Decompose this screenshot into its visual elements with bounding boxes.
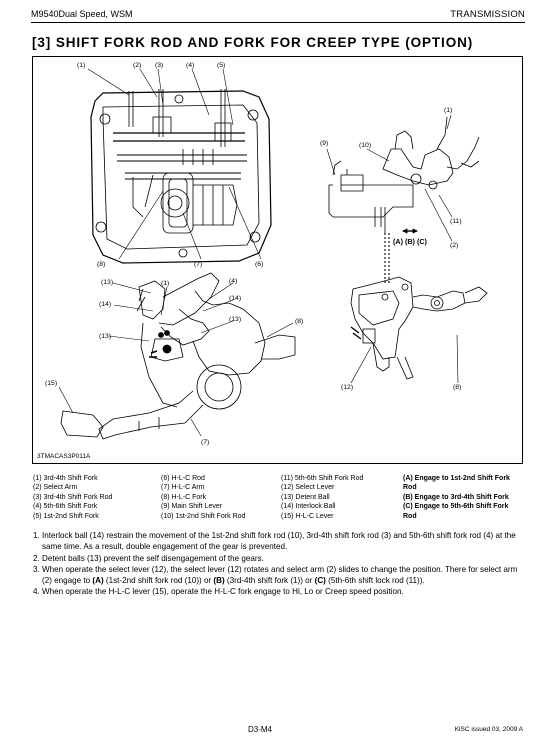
gearbox-housing-drawing [91,89,271,263]
legend-item: (11) 5th-6th Shift Fork Rod [281,475,364,482]
legend-item: (7) H-L-C Arm [161,484,205,492]
engage-positions-label: (A) (B) (C) [393,237,427,246]
callout-1-right: (1) [444,107,453,114]
callout-13-right: (13) [229,316,242,323]
legend-item: (C) Engage to 5th-6th Shift Fork Rod [403,503,509,520]
note-number: 2. [33,553,40,563]
legend-item: (15) H-L-C Lever [281,512,334,520]
callout-15: (15) [45,380,58,387]
note-text: Detent balls (13) prevent the self disengagement of the gears. [42,553,264,563]
callout-12: (12) [341,384,354,391]
callout-14-left: (14) [99,301,112,308]
callout-7-lower: (7) [201,439,210,446]
manual-name: M9540Dual Speed, WSM [31,9,133,19]
note-number: 4. [33,587,40,597]
callout-1-left: (1) [77,62,86,69]
note-text: Interlock ball (14) restrain the movement of the 1st-2nd shift fork rod (10), 3rd-4th shift fork rod (3) and 5th-6th shift fork rod (4) at the same time. As a result, double engagement of the gear is prevented. [42,531,516,552]
legend-item: (6) H-L-C Rod [161,475,205,482]
callout-7-upper: (7) [194,261,203,268]
callout-8-upper: (8) [97,261,106,268]
legend-item: (A) Engage to 1st-2nd Shift Fork Rod [403,475,510,492]
callout-2-right: (2) [450,242,459,249]
note-2 [33,553,523,564]
callout-11: (11) [450,218,462,225]
callout-13-top: (13) [101,279,114,286]
notes-list [33,530,523,598]
legend-item: (8) H-L-C Fork [161,493,207,501]
mechanism-illustration [33,57,524,465]
legend-item: (4) 5th-6th Shift Fork [33,503,98,511]
legend-column-2 [161,474,245,521]
hlc-arm-drawing [61,273,295,439]
page-title: [3] SHIFT FORK ROD AND FORK FOR CREEP TYPE (OPTION) [32,35,474,50]
callout-5-top: (5) [217,62,226,69]
legend-item: (14) Interlock Ball [281,503,336,511]
legend-item: (10) 1st-2nd Shift Fork Rod [161,512,246,520]
note-text: (1st-2nd shift fork rod (10)) or [103,576,214,586]
header-rule [31,22,525,23]
position-b: (B) [213,576,225,586]
section-name: TRANSMISSION [450,9,525,20]
position-a: (A) [92,576,104,586]
note-text: (3rd-4th shift fork (1)) or [224,576,315,586]
hlc-fork-assembly-drawing [351,277,487,379]
note-4 [33,586,523,597]
callout-4-top: (4) [186,62,195,69]
legend-item: (9) Main Shift Lever [161,503,223,511]
callout-8-lower: (8) [295,318,304,325]
legend-column-1 [33,474,112,521]
legend-item: (3) 3rd-4th Shift Fork Rod [33,493,113,501]
legend-column-3 [281,474,363,521]
position-c: (C) [314,576,326,586]
callout-3-top: (3) [155,62,164,69]
callout-1-lower: (1) [161,280,170,287]
note-text: (5th-6th shift lock rod (11)). [325,576,425,586]
page-number: D3-M4 [248,725,273,734]
legend-item: (2) Select Arm [33,484,78,492]
note-1 [33,530,523,553]
callout-9: (9) [320,140,329,147]
note-3 [33,564,523,587]
legend-item: (12) Select Lever [281,484,335,492]
legend-item: (1) 3rd-4th Shift Fork [33,475,98,482]
select-mechanism-drawing [329,117,479,283]
callout-13-left: (13) [99,333,112,340]
legend-column-4 [403,474,523,521]
note-number: 3. [33,564,40,574]
note-text: When operate the H-L-C lever (15), operate the H-L-C fork engage to Hi, Lo or Creep speed position. [42,587,404,597]
callout-6: (6) [255,261,264,268]
note-number: 1. [33,531,40,540]
figure-code: 3TMACAS3P011A [37,453,91,460]
legend-item: (B) Engage to 3rd-4th Shift Fork [403,493,509,501]
note-text: When operate the select lever (12), the select lever (12) rotates and select arm (2) slides to change the position. There for select arm (2) engage to [42,564,518,586]
callout-10: (10) [359,142,372,149]
figure-box [32,56,523,464]
callout-14-right: (14) [229,295,242,302]
callout-8-right: (8) [453,384,462,391]
legend-item: (5) 1st-2nd Shift Fork [33,512,99,520]
callout-4-lower: (4) [229,278,238,285]
page-header [31,9,525,23]
issue-info: KiSC issued 03, 2009 A [454,726,523,733]
callout-2-top: (2) [133,62,142,69]
legend-item: (13) Detent Ball [281,493,330,501]
